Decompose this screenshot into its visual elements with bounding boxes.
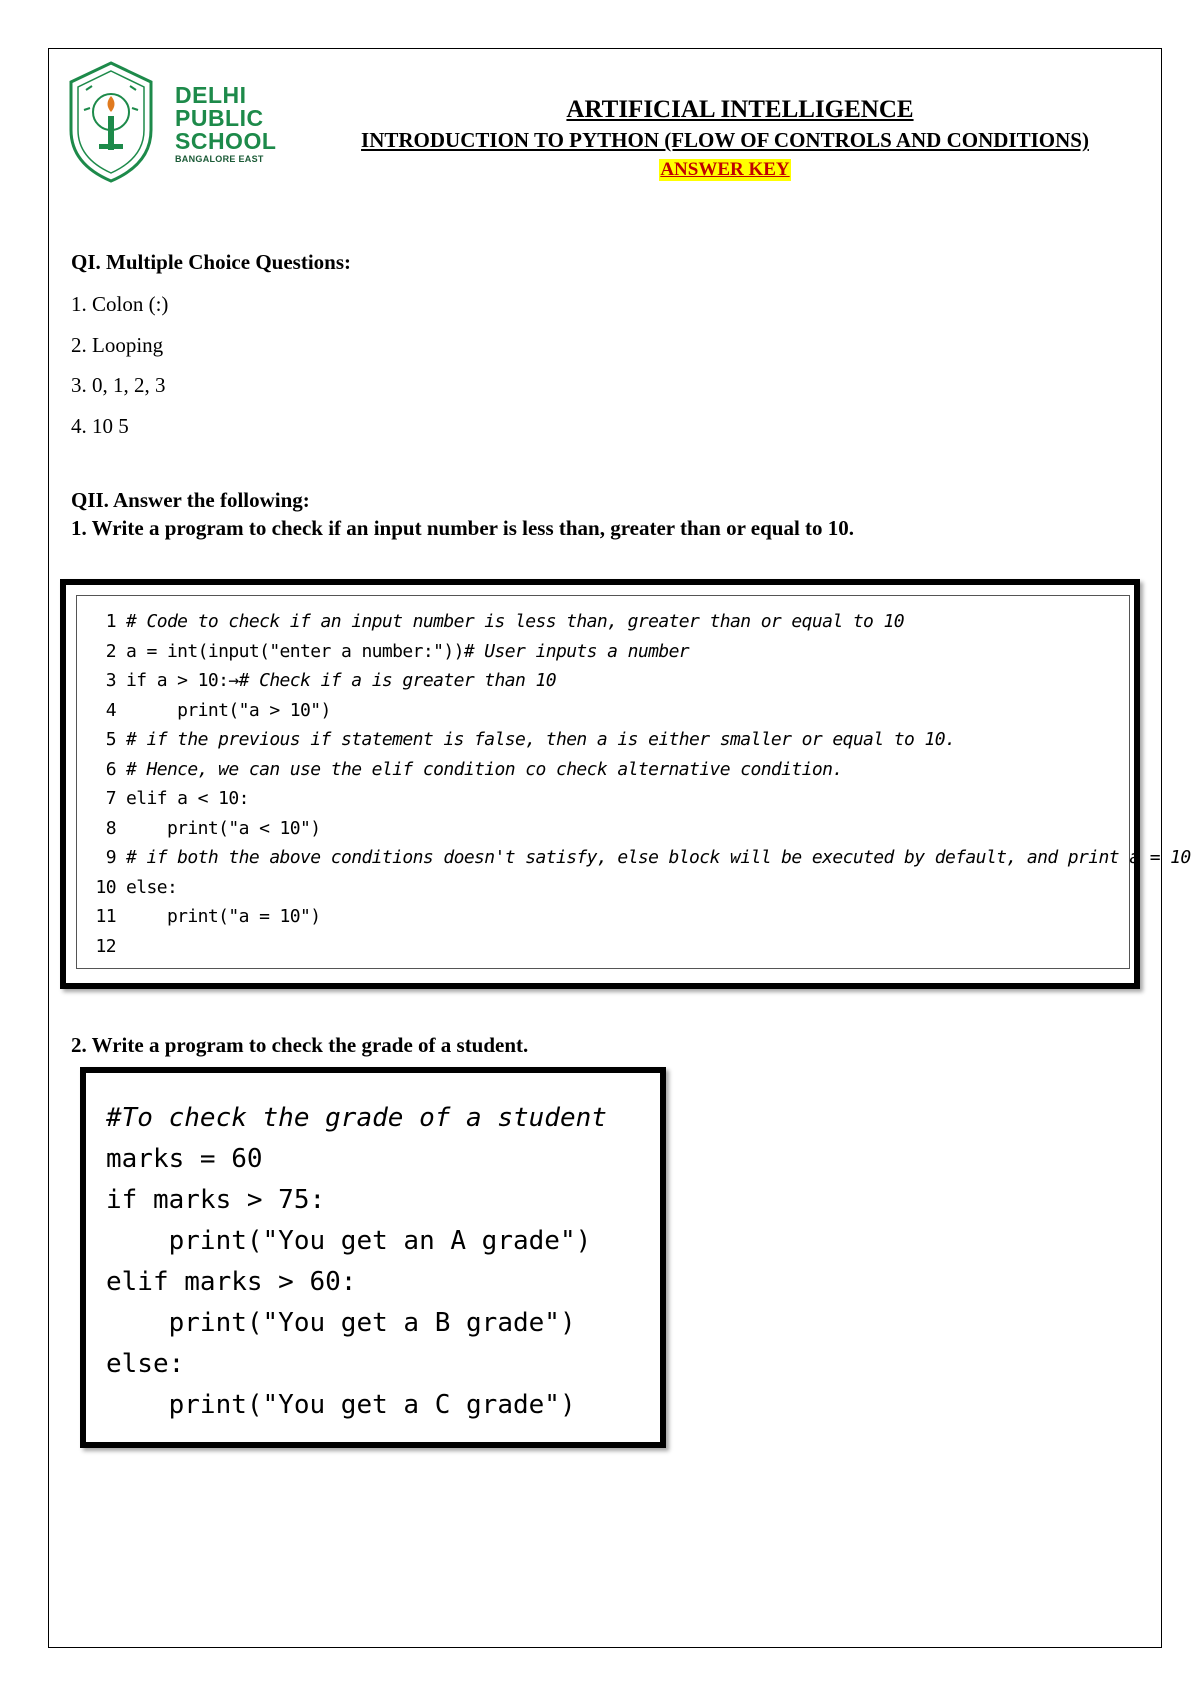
- line-number: 6: [105, 758, 116, 780]
- code-line: [86, 784, 1191, 814]
- code-line: marks = 60: [106, 1144, 263, 1174]
- code-line: [86, 873, 1191, 903]
- line-number: 8: [105, 817, 116, 839]
- code-block-1: [60, 579, 1191, 989]
- mcq-answer-3: 3. 0, 1, 2, 3: [71, 373, 166, 397]
- code-line: [86, 755, 1191, 785]
- code-line: print("You get an A grade"): [106, 1226, 592, 1256]
- question-2: 2. Write a program to check the grade of a student.: [71, 1033, 529, 1057]
- code-text: a = int(input("enter a number:")): [126, 640, 464, 662]
- code-line: else:: [106, 1349, 185, 1379]
- line-number: 2: [105, 640, 116, 662]
- code-line: [86, 696, 1191, 726]
- code-comment: # if both the above conditions doesn't satisfy, else block will be executed by default, and print a = 10: [126, 847, 1191, 868]
- code-line: [86, 725, 1191, 755]
- code-text: print("a > 10"): [126, 699, 331, 721]
- question-1: 1. Write a program to check if an input number is less than, greater than or equal to 10.: [71, 516, 855, 540]
- school-line-2: PUBLIC: [175, 105, 264, 131]
- line-number: 12: [95, 935, 116, 957]
- mcq-answer-4: 4. 10 5: [71, 414, 129, 438]
- school-branch: BANGALORE EAST: [175, 154, 264, 164]
- section2-heading: QII. Answer the following:: [71, 488, 310, 512]
- page-subtitle: INTRODUCTION TO PYTHON (FLOW OF CONTROLS AND CONDITIONS): [361, 128, 1089, 152]
- code-line: elif marks > 60:: [106, 1267, 357, 1297]
- code-comment: # Hence, we can use the elif condition co check alternative condition.: [126, 758, 843, 780]
- code-line: if marks > 75:: [106, 1185, 326, 1215]
- code-text: elif a < 10:: [126, 788, 249, 809]
- code-line: [86, 843, 1191, 873]
- code-line: print("You get a B grade"): [106, 1308, 576, 1338]
- school-line-3: SCHOOL: [175, 128, 277, 154]
- mcq-answer-1: 1. Colon (:): [71, 292, 169, 316]
- mcq-answer-2: 2. Looping: [71, 333, 164, 357]
- code-block-1-lines: [86, 607, 1191, 961]
- code-line: [86, 666, 1191, 696]
- code-text: else:: [126, 876, 178, 898]
- page-title: ARTIFICIAL INTELLIGENCE: [566, 96, 914, 123]
- code-line: [86, 814, 1191, 844]
- school-line-1: DELHI: [175, 82, 247, 108]
- line-number: 1: [105, 611, 116, 632]
- code-line: [86, 932, 1191, 962]
- code-comment: # Code to check if an input number is less than, greater than or equal to 10: [126, 611, 905, 632]
- line-number: 3: [105, 670, 116, 691]
- title-block: [305, 96, 1145, 181]
- code-comment: #To check the grade of a student: [106, 1103, 607, 1133]
- school-crest-logo: [66, 60, 156, 184]
- line-number: 5: [105, 729, 116, 750]
- code-comment: # User inputs a number: [463, 640, 690, 662]
- line-number: 10: [95, 876, 116, 898]
- code-block-2-lines: [106, 1098, 607, 1426]
- section1-heading: QI. Multiple Choice Questions:: [71, 250, 352, 274]
- code-text: if a > 10:→: [126, 670, 239, 691]
- code-line: [86, 902, 1191, 932]
- code-line: [86, 637, 1191, 667]
- code-block-2: [80, 1067, 666, 1448]
- code-comment: # if the previous if statement is false, then a is either smaller or equal to 10.: [126, 729, 956, 750]
- code-text: print("a < 10"): [126, 817, 321, 839]
- line-number: 11: [95, 906, 116, 927]
- code-comment: # Check if a is greater than 10: [238, 670, 556, 691]
- code-line: [86, 607, 1191, 637]
- answer-key-label: ANSWER KEY: [660, 159, 790, 180]
- code-line: print("You get a C grade"): [106, 1390, 576, 1420]
- line-number: 9: [105, 847, 116, 868]
- line-number: 7: [105, 788, 116, 809]
- code-text: print("a = 10"): [126, 906, 321, 927]
- school-name: [175, 84, 276, 165]
- line-number: 4: [105, 699, 116, 721]
